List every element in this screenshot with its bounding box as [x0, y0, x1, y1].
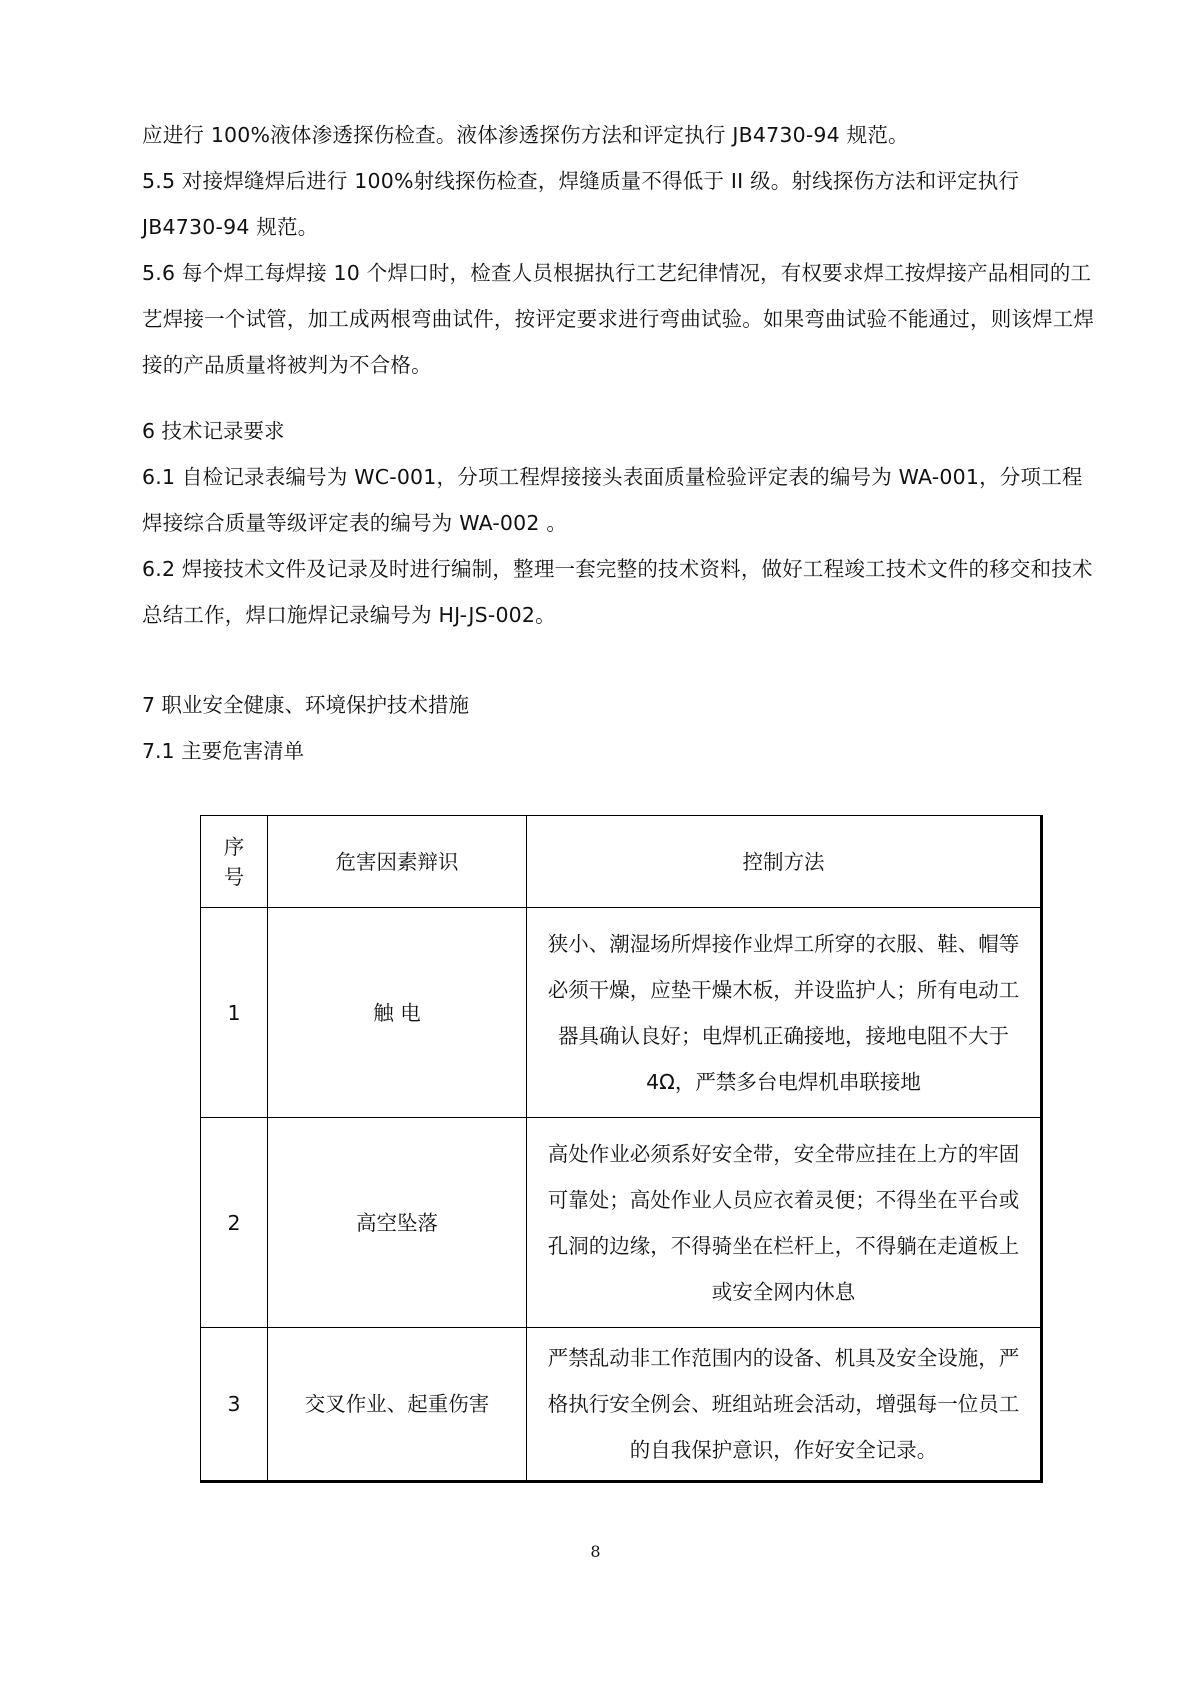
table-row: [201, 908, 1042, 1118]
paragraph-5-6: 5.6 每个焊工每焊接 10 个焊口时，检查人员根据执行工艺纪律情况，有权要求焊工按焊接产品相同的工艺焊接一个试管，加工成两根弯曲试件，按评定要求进行弯曲试验。如果弯曲试验不能通过，则该焊工焊接的产品质量将被判为不合格。: [142, 261, 1095, 377]
row-number: 2: [201, 1118, 268, 1328]
paragraph-5-5: 5.5 对接焊缝焊后进行 100%射线探伤检查，焊缝质量不得低于 II 级。射线探伤方法和评定执行 JB4730-94 规范。: [142, 169, 1020, 239]
table-header-row: [201, 816, 1042, 908]
paragraph-6-2: 6.2 焊接技术文件及记录及时进行编制，整理一套完整的技术资料，做好工程竣工技术文件的移交和技术总结工作，焊口施焊记录编号为 HJ-JS-002。: [142, 557, 1093, 627]
header-serial-number: [201, 816, 268, 908]
page-number: 8: [590, 1542, 601, 1561]
row-hazard: 高空坠落: [268, 1118, 527, 1328]
row-control: 狭小、潮湿场所焊接作业焊工所穿的衣服、鞋、帽等必须干燥，应垫干燥木板，并设监护人；所有电动工器具确认良好；电焊机正确接地，接地电阻不大于 4Ω，严禁多台电焊机串联接地: [527, 908, 1042, 1118]
section-7-1-title: 7.1 主要危害清单: [142, 739, 305, 763]
row-control: 高处作业必须系好安全带，安全带应挂在上方的牢固可靠处；高处作业人员应衣着灵便；不得坐在平台或孔洞的边缘，不得骑坐在栏杆上，不得躺在走道板上或安全网内休息: [527, 1118, 1042, 1328]
row-number: 1: [201, 908, 268, 1118]
hazard-table: [200, 815, 1043, 1483]
section-6-title: 6 技术记录要求: [142, 419, 285, 443]
row-number: 3: [201, 1328, 268, 1482]
paragraph-6-1: 6.1 自检记录表编号为 WC-001，分项工程焊接接头表面质量检验评定表的编号为 WA-001，分项工程焊接综合质量等级评定表的编号为 WA-002 。: [142, 465, 1083, 535]
header-hazard: 危害因素辩识: [268, 816, 527, 908]
table-row: [201, 1328, 1042, 1482]
header-control: 控制方法: [527, 816, 1042, 908]
row-hazard: 交叉作业、起重伤害: [268, 1328, 527, 1482]
header-serial-bottom: 号: [223, 864, 245, 889]
table-row: [201, 1118, 1042, 1328]
header-serial-top: 序: [223, 834, 245, 859]
paragraph-liquid-penetrant: 应进行 100%液体渗透探伤检查。液体渗透探伤方法和评定执行 JB4730-94 规范。: [142, 123, 909, 147]
row-control: 严禁乱动非工作范围内的设备、机具及安全设施，严格执行安全例会、班组站班会活动，增强每一位员工的自我保护意识，作好安全记录。: [527, 1328, 1042, 1482]
section-7-title: 7 职业安全健康、环境保护技术措施: [142, 693, 470, 717]
row-hazard: 触 电: [268, 908, 527, 1118]
